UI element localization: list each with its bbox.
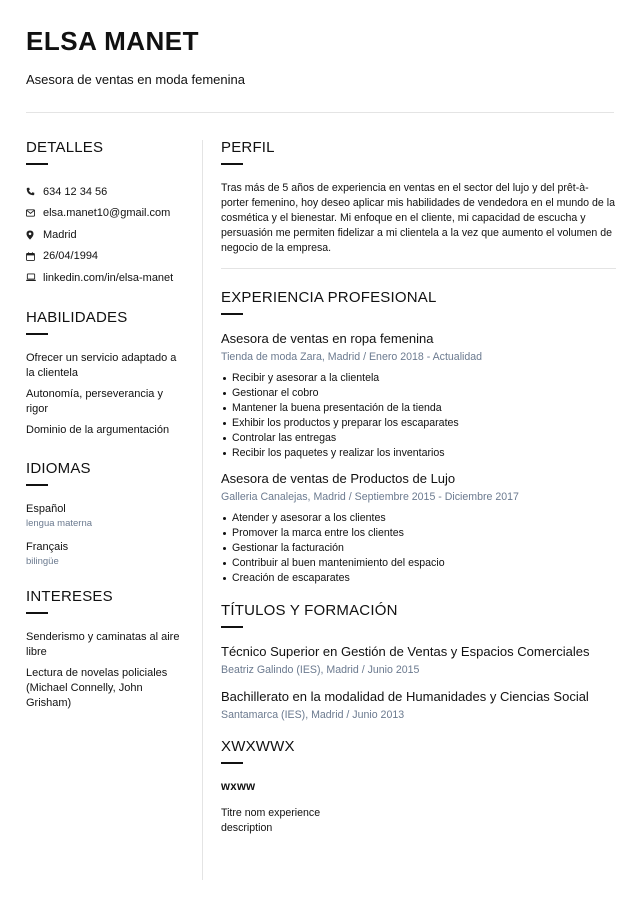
interest-item: Senderismo y caminatas al aire libre	[26, 630, 180, 658]
details-heading: DETALLES	[26, 139, 104, 156]
education-heading: TÍTULOS Y FORMACIÓN	[221, 602, 398, 619]
extra-line: Titre nom experience	[221, 807, 321, 819]
skills-heading: HABILIDADES	[26, 308, 128, 326]
detail-location	[26, 224, 188, 246]
laptop-icon	[26, 273, 43, 282]
list-item: Exhibir los productos y preparar los escaparates	[221, 416, 616, 431]
interests-heading: INTERESES	[26, 587, 113, 605]
section-underline	[221, 313, 243, 315]
section-underline	[221, 762, 243, 764]
detail-birthdate	[26, 246, 188, 268]
resume-header	[26, 26, 614, 88]
left-column	[26, 139, 188, 717]
education-title: Bachillerato en la modalidad de Humanidades y Ciencias Social	[221, 689, 589, 704]
section-underline	[221, 163, 243, 165]
list-item: Promover la marca entre los clientes	[221, 526, 616, 541]
languages-heading: IDIOMAS	[26, 459, 91, 477]
column-divider	[202, 140, 203, 880]
job-tasks	[221, 511, 616, 586]
location-pin-icon	[26, 230, 43, 240]
job-entry	[221, 471, 616, 586]
section-underline	[26, 484, 48, 486]
languages-section	[26, 460, 188, 568]
language-name: Español	[26, 502, 66, 515]
list-item: Mantener la buena presentación de la tienda	[221, 401, 616, 416]
section-underline	[26, 612, 48, 614]
candidate-title: Asesora de ventas en moda femenina	[26, 72, 245, 87]
phone-text: 634 12 34 56	[43, 185, 108, 198]
section-underline	[221, 626, 243, 628]
skill-item: Autonomía, perseverancia y rigor	[26, 387, 163, 415]
list-item: Recibir los paquetes y realizar los inventarios	[221, 446, 616, 461]
header-divider	[26, 112, 614, 113]
phone-icon	[26, 187, 43, 196]
profile-text: Tras más de 5 años de experiencia en ventas en el sector del lujo y del prêt-à-porter femenino, hoy deseo aplicar mis habilidades de vendedora en el mundo de la cosmética y el bienestar. Mi enfoque en el cliente, mi capacidad de escucha y persuasión me permiten fidelizar a mi clientela a la vez que aumento el volumen de negocio de la empresa.	[221, 182, 615, 254]
candidate-name: ELSA MANET	[26, 26, 200, 56]
list-item: Controlar las entregas	[221, 431, 616, 446]
detail-phone	[26, 181, 188, 203]
interests-section	[26, 588, 188, 711]
birthdate-text: 26/04/1994	[43, 250, 99, 263]
job-subtitle: Tienda de moda Zara, Madrid / Enero 2018 - Actualidad	[221, 351, 483, 363]
experience-heading: EXPERIENCIA PROFESIONAL	[221, 289, 437, 306]
list-item: Recibir y asesorar a la clientela	[221, 371, 616, 386]
list-item: Gestionar la facturación	[221, 541, 616, 556]
skill-item: Ofrecer un servicio adaptado a la clientela	[26, 351, 177, 379]
detail-linkedin	[26, 267, 188, 289]
skill-item: Dominio de la argumentación	[26, 423, 170, 436]
job-title: Asesora de ventas de Productos de Lujo	[221, 471, 456, 486]
list-item: Creación de escaparates	[221, 571, 616, 586]
right-column	[221, 139, 616, 836]
list-item: Gestionar el cobro	[221, 386, 616, 401]
list-item: Contribuir al buen mantenimiento del espacio	[221, 556, 616, 571]
extra-heading: XWXWWX	[221, 738, 295, 755]
profile-section	[221, 139, 616, 256]
calendar-icon	[26, 252, 43, 261]
extra-section	[221, 738, 616, 836]
location-text: Madrid	[43, 228, 77, 241]
profile-divider	[221, 268, 616, 269]
interest-item: Lectura de novelas policiales (Michael Connelly, John Grisham)	[26, 666, 168, 709]
extra-subheading: wxww	[221, 781, 256, 793]
detail-email	[26, 203, 188, 225]
education-title: Técnico Superior en Gestión de Ventas y Espacios Comerciales	[221, 644, 590, 659]
list-item: Atender y asesorar a los clientes	[221, 511, 616, 526]
section-underline	[26, 163, 48, 165]
details-section	[26, 139, 188, 289]
linkedin-text[interactable]: linkedin.com/in/elsa-manet	[43, 271, 174, 284]
education-subtitle: Santamarca (IES), Madrid / Junio 2013	[221, 709, 405, 721]
education-section	[221, 602, 616, 722]
job-tasks	[221, 371, 616, 461]
section-underline	[26, 333, 48, 335]
experience-section	[221, 289, 616, 586]
language-level: bilingüe	[26, 555, 59, 567]
job-entry	[221, 331, 616, 461]
job-title: Asesora de ventas en ropa femenina	[221, 331, 434, 346]
job-subtitle: Galleria Canalejas, Madrid / Septiembre 2015 - Diciembre 2017	[221, 491, 519, 503]
language-level: lengua materna	[26, 517, 93, 529]
extra-line: description	[221, 822, 273, 834]
education-subtitle: Beatriz Galindo (IES), Madrid / Junio 2015	[221, 664, 420, 676]
language-name: Français	[26, 540, 69, 553]
profile-heading: PERFIL	[221, 139, 275, 156]
email-text[interactable]: elsa.manet10@gmail.com	[43, 207, 171, 220]
email-icon	[26, 209, 43, 217]
skills-section	[26, 309, 188, 438]
